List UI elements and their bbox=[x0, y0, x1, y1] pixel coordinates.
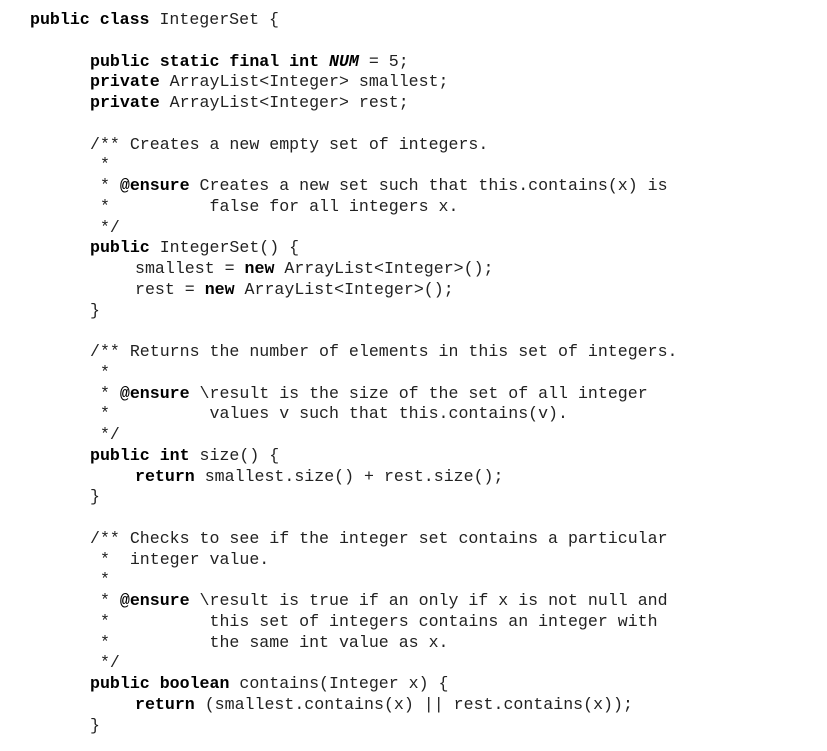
code-keyword: public static final int bbox=[90, 51, 320, 71]
code-text: * integer value. bbox=[90, 549, 270, 569]
code-line bbox=[90, 404, 568, 424]
code-line bbox=[135, 467, 503, 487]
code-line bbox=[90, 176, 668, 196]
code-text: * false for all integers x. bbox=[90, 196, 459, 216]
code-line bbox=[90, 612, 658, 632]
code-line bbox=[90, 550, 269, 570]
code-text: } bbox=[90, 715, 100, 735]
code-text: */ bbox=[90, 425, 120, 444]
code-text: size() { bbox=[189, 445, 280, 465]
code-line bbox=[90, 52, 409, 72]
code-keyword: return bbox=[135, 466, 195, 486]
code-text: * values v such that this.contains(v). bbox=[90, 404, 568, 424]
code-line bbox=[90, 384, 648, 404]
code-text: * bbox=[90, 383, 120, 403]
code-text: ArrayList<Integer> smallest; bbox=[159, 72, 449, 92]
code-keyword: private bbox=[90, 93, 160, 112]
code-line bbox=[90, 218, 120, 238]
code-text: * bbox=[90, 362, 110, 382]
code-keyword: @ensure bbox=[119, 591, 190, 610]
code-text: contains(Integer x) { bbox=[229, 674, 449, 693]
code-text: Creates a new set such that this.contains(x) is bbox=[189, 176, 668, 195]
code-keyword: public class bbox=[30, 10, 150, 29]
code-line bbox=[90, 155, 110, 175]
code-keyword: public int bbox=[90, 445, 190, 465]
code-text: /** Returns the number of elements in this set of integers. bbox=[90, 342, 678, 361]
code-text: (smallest.contains(x) || rest.contains(x)); bbox=[194, 694, 633, 714]
code-text: ArrayList<Integer>(); bbox=[234, 279, 454, 299]
code-line bbox=[30, 10, 279, 30]
code-text: \result is true if an only if x is not null and bbox=[189, 591, 668, 610]
code-line bbox=[90, 425, 120, 445]
code-line bbox=[135, 259, 494, 279]
code-text: IntegerSet { bbox=[149, 10, 279, 29]
code-text: ArrayList<Integer>(); bbox=[274, 259, 494, 278]
code-line bbox=[135, 695, 633, 715]
code-keyword: @ensure bbox=[119, 383, 190, 403]
code-keyword: NUM bbox=[329, 51, 359, 71]
code-line bbox=[90, 633, 448, 653]
code-text: } bbox=[90, 487, 100, 507]
code-text: /** Checks to see if the integer set contains a particular bbox=[90, 528, 668, 548]
code-line bbox=[90, 135, 488, 155]
code-keyword: new bbox=[204, 279, 235, 299]
code-line bbox=[90, 716, 100, 736]
code-keyword: private bbox=[90, 72, 160, 92]
code-keyword: return bbox=[135, 694, 195, 714]
code-line bbox=[90, 446, 279, 466]
code-line bbox=[90, 653, 120, 673]
code-text: * bbox=[90, 176, 120, 195]
code-text: * this set of integers contains an integer with bbox=[90, 611, 658, 631]
code-text: rest = bbox=[135, 279, 205, 299]
code-text: */ bbox=[90, 217, 120, 237]
code-line bbox=[90, 674, 449, 694]
code-line bbox=[90, 363, 110, 383]
code-keyword: new bbox=[244, 259, 275, 278]
code-line bbox=[90, 238, 299, 258]
code-line bbox=[135, 280, 454, 300]
code-line bbox=[90, 93, 409, 113]
code-line bbox=[90, 72, 449, 92]
code-line bbox=[90, 591, 668, 611]
code-text: \result is the size of the set of all integer bbox=[189, 383, 648, 403]
code-text: * the same int value as x. bbox=[90, 632, 449, 652]
code-text: */ bbox=[90, 653, 120, 673]
code-text: IntegerSet() { bbox=[149, 238, 300, 258]
code-line bbox=[90, 197, 458, 217]
code-text: smallest = bbox=[135, 259, 245, 278]
code-text: = 5; bbox=[358, 51, 409, 71]
code-text bbox=[319, 52, 329, 71]
code-keyword: @ensure bbox=[119, 176, 190, 195]
code-keyword: public boolean bbox=[90, 674, 230, 693]
code-line bbox=[90, 342, 678, 362]
code-line bbox=[90, 529, 668, 549]
code-text: * bbox=[90, 591, 120, 610]
code-line bbox=[90, 570, 110, 590]
code-text: ArrayList<Integer> rest; bbox=[159, 93, 409, 112]
code-text: smallest.size() + rest.size(); bbox=[194, 466, 504, 486]
code-line bbox=[90, 301, 100, 321]
code-text: } bbox=[90, 300, 100, 320]
code-text: /** Creates a new empty set of integers. bbox=[90, 134, 489, 154]
code-keyword: public bbox=[90, 238, 150, 258]
code-text: * bbox=[90, 155, 110, 175]
code-text: * bbox=[90, 570, 110, 590]
code-line bbox=[90, 487, 100, 507]
